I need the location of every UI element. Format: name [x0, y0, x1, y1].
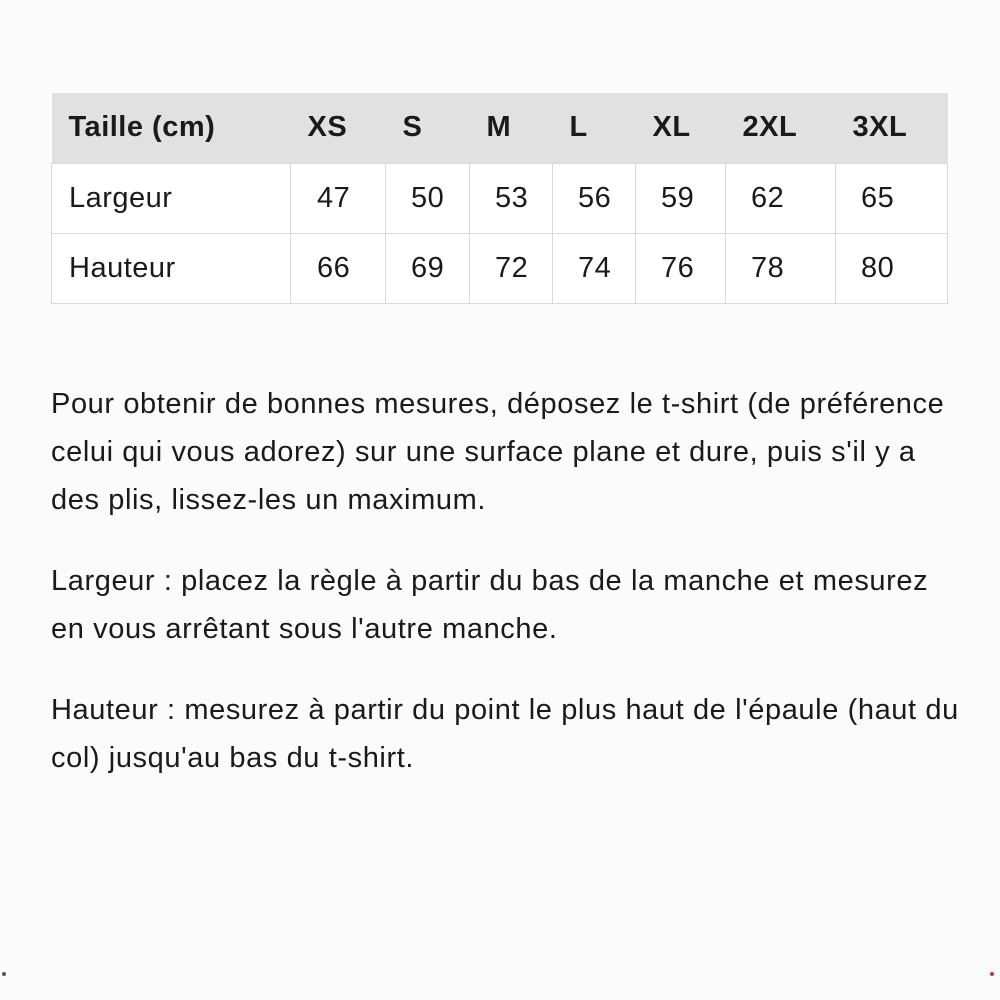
table-row-largeur — [52, 163, 948, 233]
header-size-xs: XS — [307, 111, 348, 144]
table-cell: 56 — [553, 163, 636, 233]
header-size-m: M — [486, 111, 512, 144]
header-size-xl: XL — [652, 111, 691, 144]
table-header-row — [52, 93, 948, 163]
table-cell: 66 — [291, 233, 386, 303]
table-row-hauteur — [52, 233, 948, 303]
table-cell: 62 — [726, 163, 836, 233]
table-cell: 47 — [291, 163, 386, 233]
corner-dot-right — [990, 972, 994, 976]
instructions-width: Largeur : placez la règle à partir du bas de la manche et mesurez en vous arrêtant sous l'autre manche. — [51, 565, 929, 645]
header-size-label: Taille (cm) — [68, 111, 216, 144]
table-cell: 76 — [636, 233, 726, 303]
table-cell: 59 — [636, 163, 726, 233]
table-cell: 74 — [553, 233, 636, 303]
header-size-s: S — [402, 111, 423, 144]
header-size-l: L — [569, 111, 588, 144]
table-cell: 72 — [470, 233, 553, 303]
instructions-intro: Pour obtenir de bonnes mesures, déposez le t-shirt (de préférence celui qui vous adorez) sur une surface plane et dure, puis s'il y a des plis, lissez-les un maximum. — [51, 388, 945, 516]
corner-dot-left — [2, 972, 6, 976]
measurement-instructions — [51, 380, 961, 815]
table-cell: 50 — [386, 163, 470, 233]
header-size-2xl: 2XL — [742, 111, 798, 144]
table-cell: 65 — [836, 163, 948, 233]
table-cell: 80 — [836, 233, 948, 303]
table-cell: 78 — [726, 233, 836, 303]
instructions-height: Hauteur : mesurez à partir du point le plus haut de l'épaule (haut du col) jusqu'au bas du t-shirt. — [51, 694, 959, 774]
row-label: Largeur — [52, 163, 291, 233]
row-label: Hauteur — [52, 233, 291, 303]
table-cell: 53 — [470, 163, 553, 233]
table-cell: 69 — [386, 233, 470, 303]
size-table — [51, 93, 948, 304]
header-size-3xl: 3XL — [852, 111, 908, 144]
